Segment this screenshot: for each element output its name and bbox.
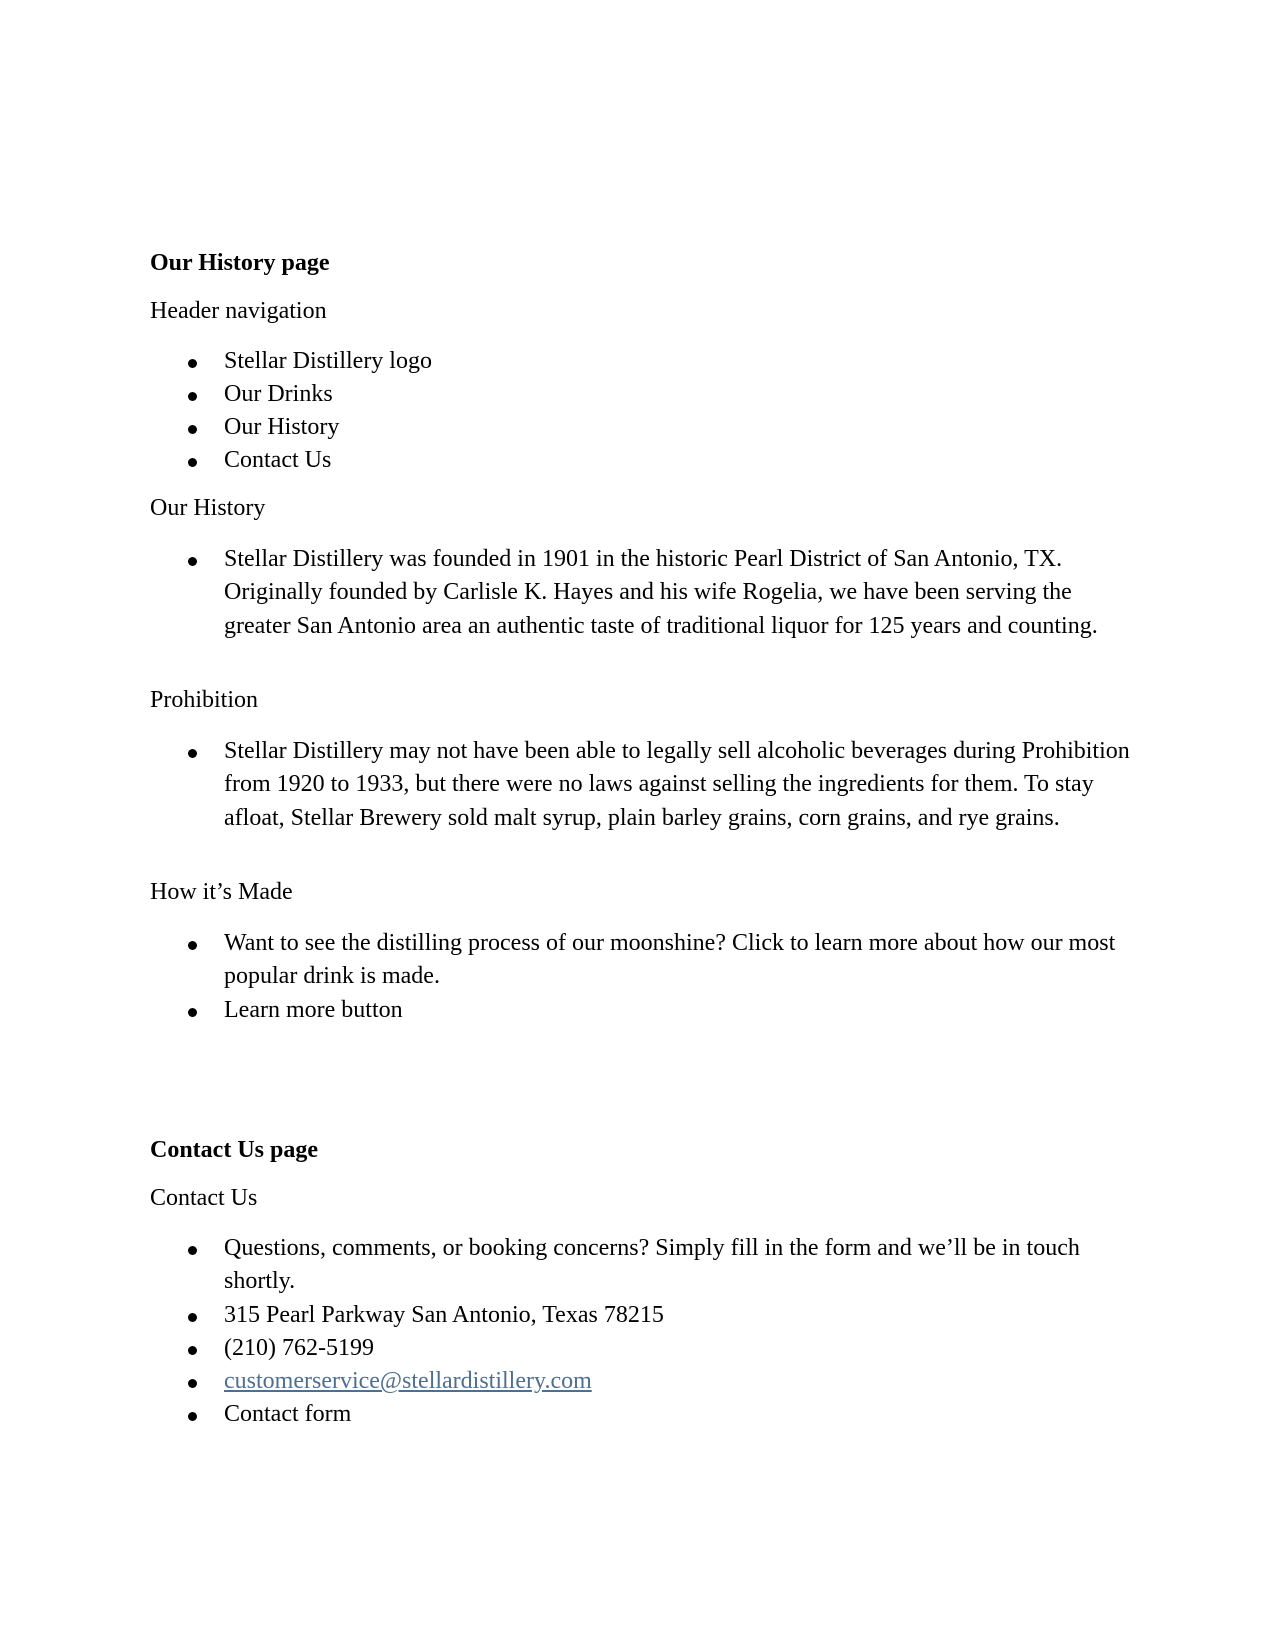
list-item: [150, 378, 1130, 411]
header-navigation-list: [150, 345, 1130, 477]
contact-address: 315 Pearl Parkway San Antonio, Texas 78215: [224, 1301, 664, 1328]
bullet-icon: [188, 425, 197, 434]
list-item: [150, 735, 1130, 835]
history-page-title-block: [150, 248, 1130, 278]
bullet-icon: [188, 1246, 197, 1255]
contact-page-title: Contact Us page: [150, 1137, 318, 1163]
list-item: [150, 994, 1130, 1027]
contact-email-link[interactable]: customerservice@stellardistillery.com: [224, 1368, 592, 1395]
bullet-icon: [188, 1008, 197, 1017]
list-item: [150, 411, 1130, 444]
contact-us-label-block: [150, 1183, 1130, 1213]
nav-item-logo: Stellar Distillery logo: [224, 348, 432, 374]
our-history-list-block: [150, 543, 1130, 643]
our-history-list: [150, 543, 1130, 643]
contact-us-label: Contact Us: [150, 1185, 258, 1211]
our-history-text: Stellar Distillery was founded in 1901 in the historic Pearl District of San Antonio, TX. Originally founded by Carlisle K. Hayes and his wife Rogelia, we have been serving the greater San Antonio area an authentic taste of traditional liquor for 125 years and counting.: [224, 546, 1098, 639]
contact-phone: (210) 762-5199: [224, 1334, 374, 1361]
bullet-icon: [188, 392, 197, 401]
how-its-made-text: Want to see the distilling process of our moonshine? Click to learn more about how our most popular drink is made.: [224, 930, 1116, 990]
header-navigation-label: Header navigation: [150, 298, 327, 324]
header-navigation-label-block: [150, 296, 1130, 326]
history-page-title: Our History page: [150, 250, 330, 276]
list-item: [150, 1398, 1130, 1431]
bullet-icon: [188, 941, 197, 950]
contact-us-list-block: [150, 1232, 1130, 1432]
list-item: [150, 444, 1130, 477]
list-item: [150, 1232, 1130, 1299]
nav-item-contact-us: Contact Us: [224, 447, 332, 473]
bullet-icon: [188, 1313, 197, 1322]
bullet-icon: [188, 458, 197, 467]
our-history-label-block: [150, 493, 1130, 523]
how-its-made-list: [150, 927, 1130, 1027]
bullet-icon: [188, 557, 197, 566]
bullet-icon: [188, 1379, 197, 1388]
contact-form-item: Contact form: [224, 1401, 352, 1428]
list-item: [150, 927, 1130, 994]
list-item: [150, 543, 1130, 643]
list-item: [150, 345, 1130, 378]
contact-intro-text: Questions, comments, or booking concerns? Simply fill in the form and we’ll be in touch shortly.: [224, 1235, 1080, 1295]
prohibition-list-block: [150, 735, 1130, 835]
nav-item-our-drinks: Our Drinks: [224, 381, 333, 407]
nav-item-our-history: Our History: [224, 414, 340, 440]
bullet-icon: [188, 359, 197, 368]
bullet-icon: [188, 749, 197, 758]
prohibition-label: Prohibition: [150, 687, 259, 713]
prohibition-text: Stellar Distillery may not have been able to legally sell alcoholic beverages during Prohibition from 1920 to 1933, but there were no laws against selling the ingredients for them. To stay afloat, Stellar Brewery sold malt syrup, plain barley grains, corn grains, and rye grains.: [224, 738, 1130, 831]
how-its-made-list-block: [150, 927, 1130, 1027]
how-its-made-label-block: [150, 877, 1130, 907]
prohibition-list: [150, 735, 1130, 835]
learn-more-button-item: Learn more button: [224, 996, 403, 1023]
contact-page-title-block: [150, 1135, 1130, 1165]
bullet-icon: [188, 1412, 197, 1421]
prohibition-label-block: [150, 685, 1130, 715]
header-navigation-list-block: [150, 345, 1130, 477]
contact-us-list: [150, 1232, 1130, 1432]
bullet-icon: [188, 1346, 197, 1355]
how-its-made-label: How it’s Made: [150, 879, 293, 905]
list-item: [150, 1299, 1130, 1332]
list-item: [150, 1365, 1130, 1398]
list-item: [150, 1332, 1130, 1365]
our-history-label: Our History: [150, 495, 266, 521]
